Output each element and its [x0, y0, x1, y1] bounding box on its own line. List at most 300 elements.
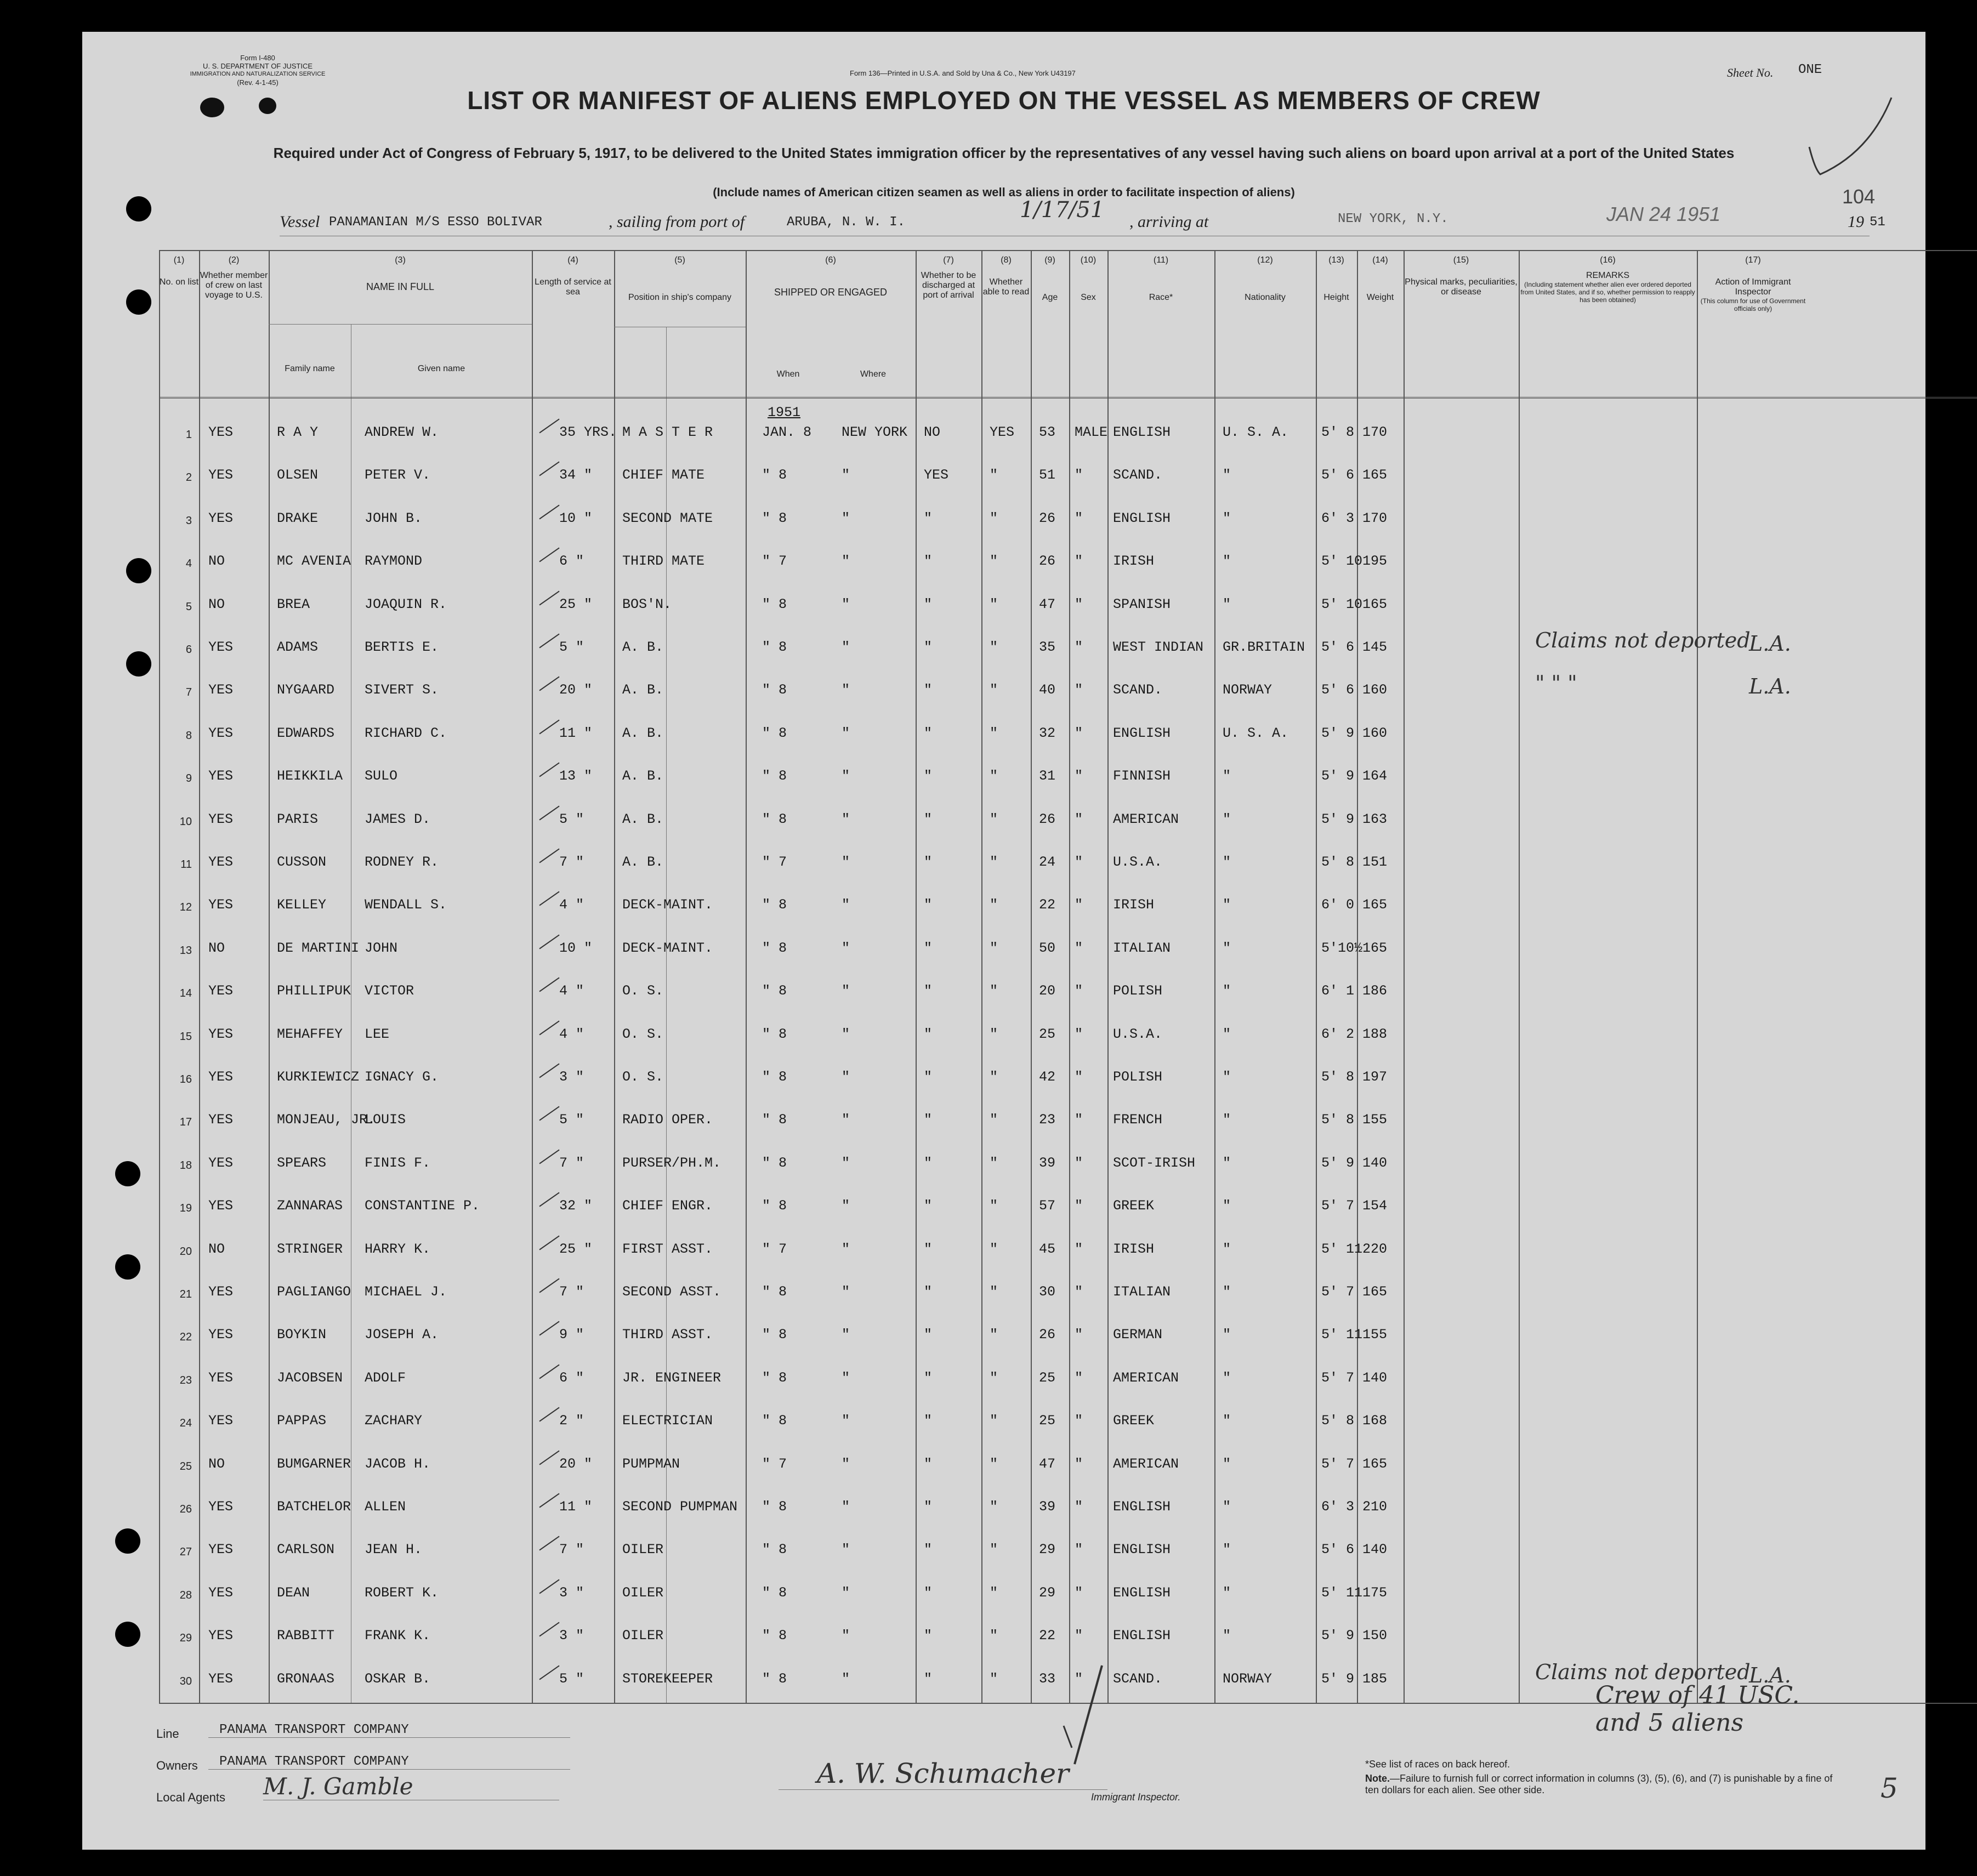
row-position: A. B. — [622, 768, 664, 784]
revision: (Rev. 4-1-45) — [237, 78, 279, 87]
row-discharged: " — [924, 1112, 933, 1128]
row-sex: " — [1075, 1155, 1083, 1171]
row-age: 39 — [1039, 1499, 1056, 1515]
row-shipped-where: " — [842, 1327, 850, 1343]
row-shipped-where: " — [842, 1499, 850, 1515]
tick-mark — [539, 1364, 559, 1379]
row-position: A. B. — [622, 811, 664, 827]
row-discharged: NO — [924, 424, 941, 440]
row-sex: " — [1075, 639, 1083, 655]
row-position: O. S. — [622, 983, 664, 999]
row-shipped-when: " 8 — [762, 1069, 787, 1085]
row-remarks: " " " — [1535, 671, 1577, 696]
row-shipped-when: " 8 — [762, 596, 787, 612]
tick-mark — [539, 1149, 559, 1164]
row-position: FIRST ASST. — [622, 1241, 713, 1257]
row-position: PUMPMAN — [622, 1456, 680, 1472]
row-last-voyage: YES — [208, 1628, 234, 1644]
row-shipped-where: " — [842, 1413, 850, 1429]
row-height: 5' 6 — [1321, 467, 1355, 484]
row-discharged: " — [924, 1284, 933, 1300]
row-shipped-where: " — [842, 1241, 850, 1257]
line-value: PANAMA TRANSPORT COMPANY — [208, 1722, 570, 1738]
row-number: 11 — [180, 859, 192, 871]
binder-hole — [126, 558, 151, 583]
row-sex: " — [1075, 1670, 1083, 1687]
col-header-shipped: SHIPPED OR ENGAGED — [774, 287, 888, 298]
document-title: LIST OR MANIFEST OF ALIENS EMPLOYED ON THE VESSEL AS MEMBERS OF CREW — [467, 86, 1541, 115]
row-able-to-read: " — [990, 596, 998, 612]
row-given-name: ZACHARY — [365, 1413, 423, 1429]
col-header-num: (7) — [943, 255, 954, 265]
year-value: 51 — [1870, 215, 1885, 230]
row-able-to-read: " — [990, 1670, 998, 1687]
row-weight: 168 — [1362, 1413, 1388, 1429]
row-shipped-when: " 8 — [762, 940, 787, 956]
year-row: 1951 — [768, 405, 801, 420]
row-position: OILER — [622, 1542, 664, 1558]
row-nationality: " — [1223, 940, 1231, 956]
col-header-num: (6) — [825, 255, 836, 265]
row-height: 5' 11 — [1321, 1327, 1363, 1343]
row-able-to-read: " — [990, 1369, 998, 1386]
tick-mark — [539, 1493, 559, 1508]
row-weight: 164 — [1362, 768, 1388, 784]
row-length-of-service: 4 " — [559, 983, 584, 999]
row-height: 5' 8 — [1321, 854, 1355, 870]
tick-mark — [539, 763, 559, 777]
row-nationality: " — [1223, 983, 1231, 999]
row-age: 22 — [1039, 897, 1056, 913]
row-nationality: " — [1223, 1198, 1231, 1214]
agents-label: Local Agents — [156, 1790, 225, 1804]
inspector-label: Immigrant Inspector. — [1091, 1792, 1181, 1803]
row-family-name: KELLEY — [277, 897, 327, 913]
row-position: OILER — [622, 1584, 664, 1601]
col-header-weight: Weight — [1366, 293, 1394, 302]
row-able-to-read: " — [990, 1499, 998, 1515]
col-header-able-to-read: Whether able to read — [982, 277, 1030, 297]
row-sex: " — [1075, 1584, 1083, 1601]
row-family-name: BREA — [277, 596, 310, 612]
row-shipped-when: JAN. 8 — [762, 424, 812, 440]
row-shipped-when: " 8 — [762, 1155, 787, 1171]
row-height: 5' 10 — [1321, 596, 1363, 612]
row-race: POLISH — [1113, 983, 1163, 999]
row-shipped-when: " 8 — [762, 467, 787, 484]
row-discharged: " — [924, 983, 933, 999]
row-number: 8 — [185, 729, 192, 742]
row-race: ENGLISH — [1113, 424, 1171, 440]
row-shipped-where: " — [842, 1198, 850, 1214]
row-shipped-where: " — [842, 1542, 850, 1558]
row-height: 5' 7 — [1321, 1284, 1355, 1300]
row-height: 5' 9 — [1321, 1670, 1355, 1687]
tick-mark — [539, 590, 559, 605]
row-number: 14 — [179, 987, 192, 1000]
department: U. S. DEPARTMENT OF JUSTICE — [202, 62, 313, 70]
row-discharged: " — [924, 639, 933, 655]
col-header-num: (12) — [1257, 255, 1273, 265]
row-nationality: " — [1223, 1628, 1231, 1644]
row-nationality: " — [1223, 1456, 1231, 1472]
row-sex: " — [1075, 510, 1083, 526]
row-length-of-service: 9 " — [559, 1327, 584, 1343]
tick-mark — [539, 1536, 559, 1551]
service: IMMIGRATION AND NATURALIZATION SERVICE — [190, 71, 326, 77]
row-race: ITALIAN — [1113, 1284, 1171, 1300]
row-nationality: " — [1223, 811, 1231, 827]
row-family-name: KURKIEWICZ — [277, 1069, 360, 1085]
row-last-voyage: YES — [208, 1112, 234, 1128]
tick-mark — [539, 891, 559, 906]
row-last-voyage: YES — [208, 1327, 234, 1343]
row-race: GREEK — [1113, 1198, 1155, 1214]
tick-mark — [539, 1192, 559, 1207]
binder-hole — [126, 196, 151, 221]
row-age: 24 — [1039, 854, 1056, 870]
row-shipped-where: NEW YORK — [842, 424, 908, 440]
col-header-race: Race* — [1149, 293, 1173, 302]
row-age: 26 — [1039, 553, 1056, 570]
col-header-num: (3) — [395, 255, 406, 265]
row-age: 26 — [1039, 510, 1056, 526]
row-position: THIRD MATE — [622, 553, 705, 570]
row-race: SCOT-IRISH — [1113, 1155, 1196, 1171]
row-length-of-service: 2 " — [559, 1413, 584, 1429]
row-age: 30 — [1039, 1284, 1056, 1300]
vessel-name: PANAMANIAN M/S ESSO BOLIVAR — [329, 215, 542, 230]
row-length-of-service: 6 " — [559, 553, 584, 570]
row-action: L.A. — [1749, 632, 1791, 656]
row-weight: 170 — [1362, 510, 1388, 526]
row-shipped-where: " — [842, 682, 850, 698]
row-discharged: " — [924, 897, 933, 913]
row-shipped-when: " 8 — [762, 1198, 787, 1214]
row-length-of-service: 7 " — [559, 1155, 584, 1171]
row-position: OILER — [622, 1628, 664, 1644]
binder-hole — [115, 1622, 140, 1647]
row-given-name: ROBERT K. — [365, 1584, 439, 1601]
row-race: U.S.A. — [1113, 854, 1163, 870]
row-shipped-where: " — [842, 768, 850, 784]
row-shipped-where: " — [842, 1112, 850, 1128]
row-shipped-where: " — [842, 1628, 850, 1644]
row-last-voyage: NO — [208, 1241, 225, 1257]
row-able-to-read: " — [990, 897, 998, 913]
row-height: 5' 7 — [1321, 1369, 1355, 1386]
row-race: IRISH — [1113, 1241, 1155, 1257]
row-remarks: Claims not deported — [1535, 1659, 1751, 1684]
row-discharged: " — [924, 1069, 933, 1085]
col-header-num: (4) — [567, 255, 578, 265]
row-shipped-where: " — [842, 811, 850, 827]
row-race: AMERICAN — [1113, 1369, 1179, 1386]
row-nationality: " — [1223, 467, 1231, 484]
row-position: SECOND ASST. — [622, 1284, 722, 1300]
row-age: 47 — [1039, 1456, 1056, 1472]
row-race: AMERICAN — [1113, 1456, 1179, 1472]
row-age: 32 — [1039, 725, 1056, 741]
row-family-name: HEIKKILA — [277, 768, 343, 784]
arrival-stamp-date: JAN 24 1951 — [1606, 203, 1721, 225]
row-family-name: DRAKE — [277, 510, 319, 526]
row-given-name: PETER V. — [365, 467, 431, 484]
row-height: 5' 9 — [1321, 768, 1355, 784]
row-shipped-when: " 8 — [762, 811, 787, 827]
row-family-name: MONJEAU, JR. — [277, 1112, 376, 1128]
row-nationality: " — [1223, 1112, 1231, 1128]
row-sex: " — [1075, 725, 1083, 741]
row-height: 5' 6 — [1321, 639, 1355, 655]
row-weight: 163 — [1362, 811, 1388, 827]
row-able-to-read: " — [990, 1241, 998, 1257]
col-header-num: (8) — [1001, 255, 1012, 265]
line-label: Line — [156, 1727, 179, 1741]
col-header-num: (9) — [1044, 255, 1055, 265]
row-position: DECK-MAINT. — [622, 897, 713, 913]
row-nationality: " — [1223, 510, 1231, 526]
row-shipped-when: " 7 — [762, 854, 787, 870]
row-height: 6' 1 — [1321, 983, 1355, 999]
row-race: AMERICAN — [1113, 811, 1179, 827]
row-shipped-when: " 8 — [762, 725, 787, 741]
row-family-name: ZANNARAS — [277, 1198, 343, 1214]
row-shipped-when: " 8 — [762, 1670, 787, 1687]
row-last-voyage: YES — [208, 1155, 234, 1171]
col-header-action-note: (This column for use of Government officials only) — [1700, 297, 1806, 312]
row-family-name: SPEARS — [277, 1155, 327, 1171]
row-height: 6' 0 — [1321, 897, 1355, 913]
tick-mark — [539, 1235, 559, 1250]
owners-label: Owners — [156, 1759, 198, 1772]
row-height: 5' 10 — [1321, 553, 1363, 570]
row-given-name: CONSTANTINE P. — [365, 1198, 480, 1214]
row-able-to-read: " — [990, 1584, 998, 1601]
row-family-name: DEAN — [277, 1584, 310, 1601]
col-header-name: NAME IN FULL — [366, 281, 435, 292]
col-header-given-name: Given name — [417, 364, 465, 373]
row-family-name: CARLSON — [277, 1542, 335, 1558]
row-discharged: " — [924, 768, 933, 784]
row-discharged: YES — [924, 467, 949, 484]
row-last-voyage: YES — [208, 854, 234, 870]
row-shipped-where: " — [842, 1069, 850, 1085]
row-length-of-service: 3 " — [559, 1584, 584, 1601]
row-family-name: MEHAFFEY — [277, 1026, 343, 1042]
printer-line: Form 136—Printed in U.S.A. and Sold by Una & Co., New York U43197 — [850, 69, 1076, 77]
row-length-of-service: 35 YRS. — [559, 424, 617, 440]
row-given-name: JOAQUIN R. — [365, 596, 447, 612]
col-header-num: (16) — [1600, 255, 1616, 265]
row-given-name: LOUIS — [365, 1112, 406, 1128]
row-position: DECK-MAINT. — [622, 940, 713, 956]
row-sex: " — [1075, 811, 1083, 827]
row-able-to-read: " — [990, 467, 998, 484]
row-last-voyage: YES — [208, 983, 234, 999]
row-position: O. S. — [622, 1026, 664, 1042]
row-shipped-where: " — [842, 1026, 850, 1042]
row-position: A. B. — [622, 682, 664, 698]
col-header-age: Age — [1042, 293, 1058, 302]
row-race: GERMAN — [1113, 1327, 1163, 1343]
row-number: 10 — [179, 815, 192, 828]
row-weight: 185 — [1362, 1670, 1388, 1687]
col-header-length-of-service: Length of service at sea — [535, 277, 611, 297]
row-last-voyage: YES — [208, 682, 234, 698]
ink-blot — [259, 98, 276, 114]
row-weight: 160 — [1362, 725, 1388, 741]
row-able-to-read: " — [990, 1069, 998, 1085]
races-note: *See list of races on back hereof. — [1365, 1759, 1510, 1770]
ink-blot — [200, 98, 224, 117]
row-nationality: " — [1223, 1155, 1231, 1171]
note-label: Note. — [1365, 1773, 1390, 1784]
row-weight: 165 — [1362, 467, 1388, 484]
row-weight: 170 — [1362, 424, 1388, 440]
tick-mark — [539, 1579, 559, 1594]
row-discharged: " — [924, 1198, 933, 1214]
row-family-name: EDWARDS — [277, 725, 335, 741]
arriving-label: , arriving at — [1129, 213, 1209, 231]
row-position: CHIEF ENGR. — [622, 1198, 713, 1214]
row-given-name: IGNACY G. — [365, 1069, 439, 1085]
row-nationality: " — [1223, 1369, 1231, 1386]
manifest-sheet — [82, 32, 1925, 1850]
row-discharged: " — [924, 553, 933, 570]
row-number: 24 — [179, 1417, 192, 1430]
row-length-of-service: 5 " — [559, 811, 584, 827]
row-weight: 140 — [1362, 1155, 1388, 1171]
row-number: 5 — [185, 600, 192, 613]
tick-mark — [539, 805, 559, 820]
crew-table — [159, 250, 1977, 1703]
tick-mark — [539, 849, 559, 863]
row-discharged: " — [924, 1369, 933, 1386]
col-header-num: (13) — [1328, 255, 1344, 265]
tick-mark — [539, 1020, 559, 1035]
row-able-to-read: " — [990, 1456, 998, 1472]
row-nationality: " — [1223, 1241, 1231, 1257]
row-height: 5' 9 — [1321, 725, 1355, 741]
tick-mark — [539, 977, 559, 992]
row-number: 30 — [179, 1675, 192, 1687]
row-length-of-service: 3 " — [559, 1628, 584, 1644]
row-length-of-service: 6 " — [559, 1369, 584, 1386]
row-length-of-service: 34 " — [559, 467, 593, 484]
row-position: A. B. — [622, 854, 664, 870]
row-race: IRISH — [1113, 553, 1155, 570]
row-last-voyage: YES — [208, 424, 234, 440]
row-race: ENGLISH — [1113, 725, 1171, 741]
row-sex: " — [1075, 553, 1083, 570]
crew-note: Crew of 41 USC. and 5 aliens — [1595, 1681, 1800, 1737]
row-race: SPANISH — [1113, 596, 1171, 612]
row-sex: " — [1075, 1026, 1083, 1042]
row-length-of-service: 13 " — [559, 768, 593, 784]
row-nationality: " — [1223, 596, 1231, 612]
row-family-name: BATCHELOR — [277, 1499, 351, 1515]
row-nationality: NORWAY — [1223, 682, 1272, 698]
row-number: 13 — [179, 944, 192, 957]
row-sex: " — [1075, 1456, 1083, 1472]
tick-mark — [539, 504, 559, 519]
row-number: 16 — [179, 1073, 192, 1085]
row-family-name: ADAMS — [277, 639, 319, 655]
row-weight: 140 — [1362, 1369, 1388, 1386]
binder-hole — [115, 1161, 140, 1186]
row-sex: " — [1075, 1499, 1083, 1515]
row-number: 29 — [179, 1632, 192, 1645]
row-length-of-service: 10 " — [559, 940, 593, 956]
row-weight: 155 — [1362, 1327, 1388, 1343]
row-able-to-read: " — [990, 768, 998, 784]
row-length-of-service: 20 " — [559, 1456, 593, 1472]
row-position: A. B. — [622, 639, 664, 655]
row-discharged: " — [924, 596, 933, 612]
row-weight: 165 — [1362, 596, 1388, 612]
row-able-to-read: " — [990, 1155, 998, 1171]
row-family-name: PAPPAS — [277, 1413, 327, 1429]
row-discharged: " — [924, 1413, 933, 1429]
col-header-remarks-note: (Including statement whether alien ever ordered deported from United States, and if so, whether permission to reapply has been obtained) — [1520, 281, 1695, 304]
row-nationality: NORWAY — [1223, 1670, 1272, 1687]
row-age: 53 — [1039, 424, 1056, 440]
row-given-name: MICHAEL J. — [365, 1284, 447, 1300]
row-discharged: " — [924, 510, 933, 526]
row-shipped-where: " — [842, 854, 850, 870]
row-weight: 140 — [1362, 1542, 1388, 1558]
row-sex: " — [1075, 596, 1083, 612]
row-family-name: GRONAAS — [277, 1670, 335, 1687]
row-last-voyage: YES — [208, 725, 234, 741]
row-sex: " — [1075, 1542, 1083, 1558]
row-nationality: " — [1223, 768, 1231, 784]
row-last-voyage: YES — [208, 1413, 234, 1429]
binder-hole — [126, 289, 151, 315]
row-height: 5' 9 — [1321, 1628, 1355, 1644]
form-header — [148, 54, 367, 87]
inspector-mark — [1042, 1660, 1107, 1770]
row-family-name: BOYKIN — [277, 1327, 327, 1343]
row-length-of-service: 7 " — [559, 1284, 584, 1300]
row-shipped-when: " 7 — [762, 1456, 787, 1472]
col-header-action: Action of Immigrant Inspector — [1715, 277, 1791, 297]
row-last-voyage: YES — [208, 811, 234, 827]
row-age: 40 — [1039, 682, 1056, 698]
row-shipped-when: " 8 — [762, 1112, 787, 1128]
row-shipped-when: " 7 — [762, 553, 787, 570]
row-last-voyage: NO — [208, 940, 225, 956]
row-race: U.S.A. — [1113, 1026, 1163, 1042]
row-length-of-service: 7 " — [559, 854, 584, 870]
row-shipped-where: " — [842, 1155, 850, 1171]
row-race: ENGLISH — [1113, 1584, 1171, 1601]
inspector-signature: A. W. Schumacher — [779, 1758, 1107, 1790]
row-given-name: VICTOR — [365, 983, 414, 999]
row-weight: 165 — [1362, 1284, 1388, 1300]
col-header-family-name: Family name — [285, 364, 335, 373]
tick-mark — [539, 1407, 559, 1422]
row-action: L.A. — [1749, 674, 1791, 699]
row-last-voyage: YES — [208, 1284, 234, 1300]
row-discharged: " — [924, 725, 933, 741]
row-age: 25 — [1039, 1369, 1056, 1386]
col-header-num: (1) — [173, 255, 185, 265]
row-able-to-read: " — [990, 1327, 998, 1343]
row-given-name: WENDALL S. — [365, 897, 447, 913]
row-race: FRENCH — [1113, 1112, 1163, 1128]
